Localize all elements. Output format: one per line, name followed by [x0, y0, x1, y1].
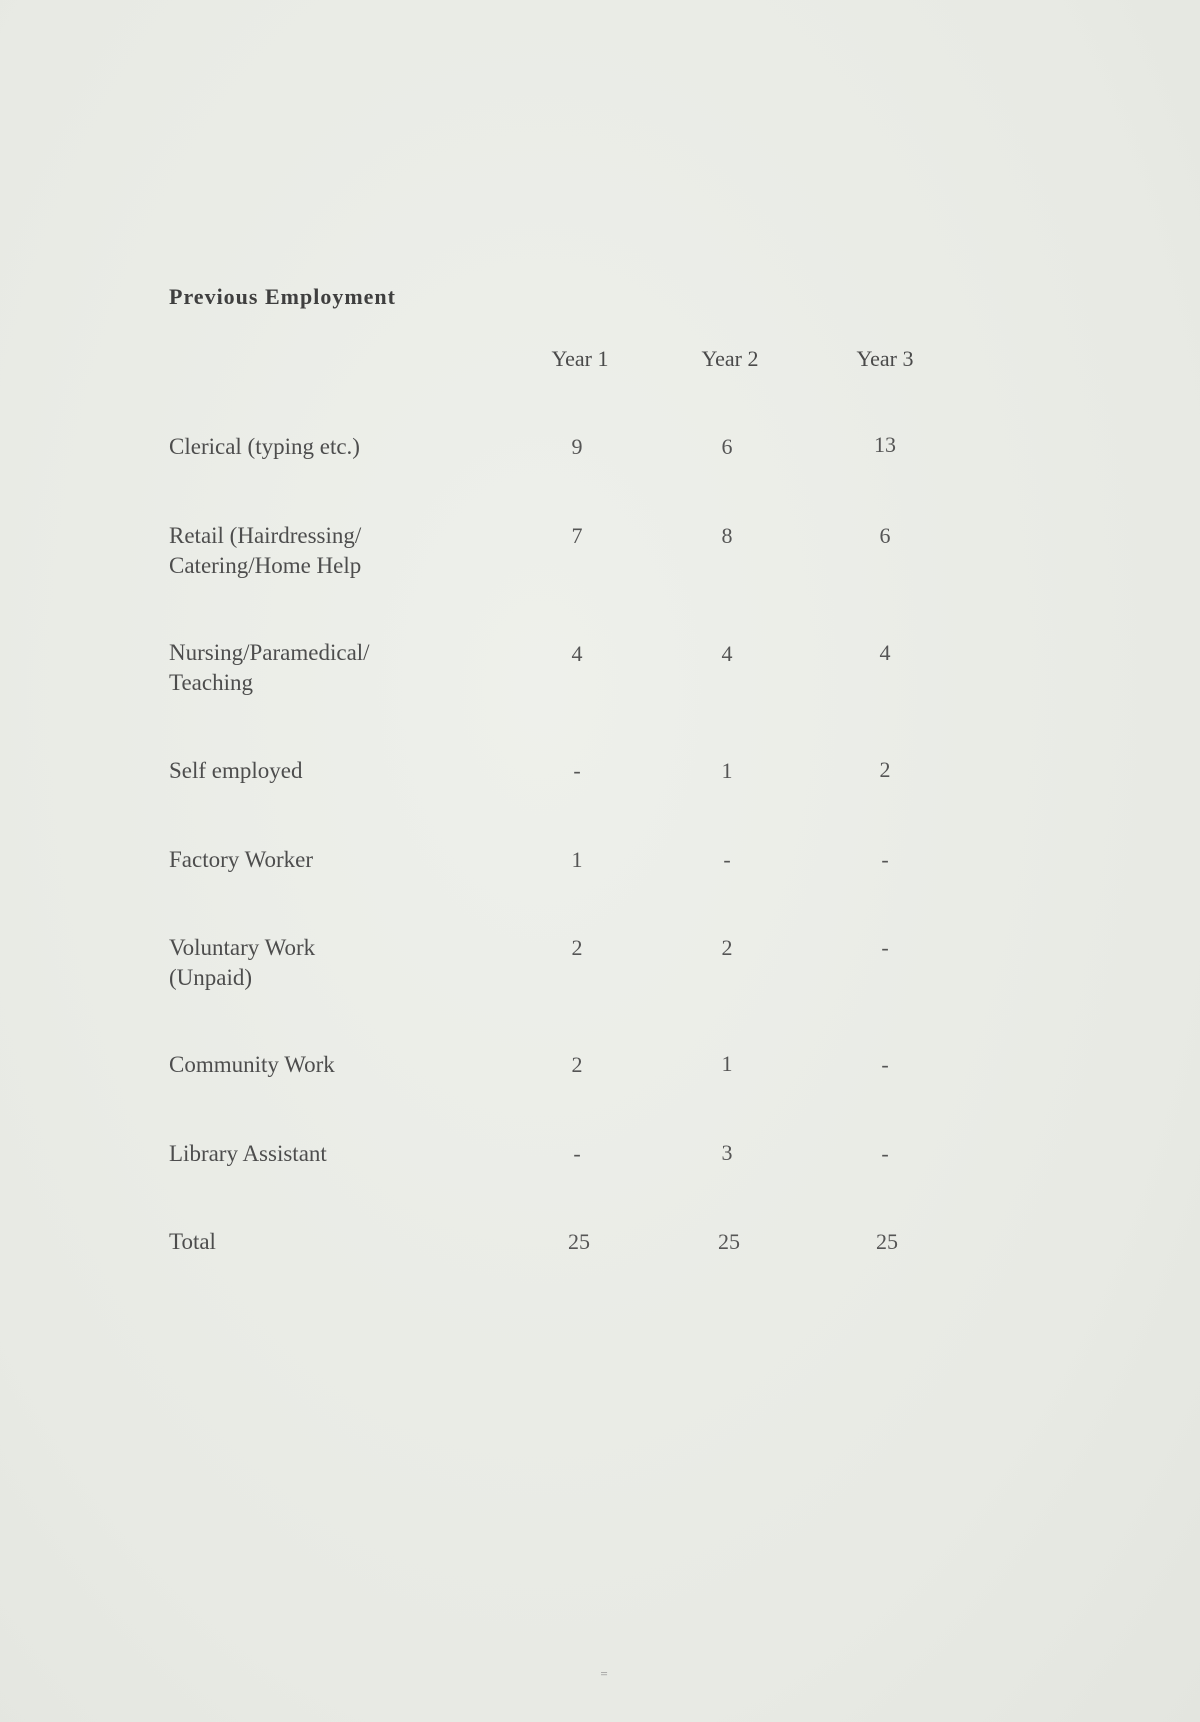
cell-self-employed-year-1: - [573, 758, 581, 783]
row-label-clerical: Clerical (typing etc.) [169, 434, 360, 459]
row-label-library-assistant: Library Assistant [169, 1141, 327, 1166]
table-title: Previous Employment [169, 284, 396, 309]
cell-total-year-1: 25 [568, 1229, 590, 1254]
row-label-retail: Retail (Hairdressing/ Catering/Home Help [169, 523, 362, 578]
cell-community-work-year-1: 2 [571, 1052, 583, 1077]
cell-voluntary-work-year-2: 2 [721, 935, 733, 960]
cell-community-work-year-3: - [881, 1052, 889, 1077]
row-label-voluntary-work: Voluntary Work (Unpaid) [169, 935, 316, 990]
cell-self-employed-year-2: 1 [721, 758, 733, 783]
cell-library-assistant-year-3: - [881, 1141, 889, 1166]
cell-self-employed-year-3: 2 [879, 757, 891, 782]
cell-clerical-year-2: 6 [721, 434, 733, 459]
cell-community-work-year-2: 1 [721, 1051, 733, 1076]
cell-voluntary-work-year-1: 2 [571, 935, 583, 960]
cell-total-year-2: 25 [718, 1229, 740, 1254]
cell-library-assistant-year-2: 3 [721, 1140, 733, 1165]
row-label-self-employed: Self employed [169, 758, 303, 783]
cell-retail-year-2: 8 [721, 523, 733, 548]
cell-nursing-year-2: 4 [721, 641, 733, 666]
column-header-year-2: Year 2 [701, 346, 759, 371]
cell-voluntary-work-year-3: - [881, 935, 889, 960]
column-header-year-1: Year 1 [551, 346, 609, 371]
row-label-community-work: Community Work [169, 1052, 335, 1077]
cell-retail-year-3: 6 [879, 523, 891, 548]
row-label-total: Total [169, 1229, 216, 1254]
cell-factory-worker-year-2: - [723, 847, 731, 872]
cell-total-year-3: 25 [876, 1229, 898, 1254]
cell-factory-worker-year-3: - [881, 847, 889, 872]
cell-nursing-year-3: 4 [879, 640, 891, 665]
row-label-factory-worker: Factory Worker [169, 847, 313, 872]
column-header-year-3: Year 3 [856, 346, 914, 371]
page-footer-mark: = [600, 1666, 608, 1681]
cell-retail-year-1: 7 [571, 523, 583, 548]
cell-nursing-year-1: 4 [571, 641, 583, 666]
row-label-nursing: Nursing/Paramedical/ Teaching [169, 640, 370, 695]
cell-clerical-year-1: 9 [571, 434, 583, 459]
cell-clerical-year-3: 13 [874, 432, 896, 457]
cell-factory-worker-year-1: 1 [571, 847, 583, 872]
cell-library-assistant-year-1: - [573, 1141, 581, 1166]
